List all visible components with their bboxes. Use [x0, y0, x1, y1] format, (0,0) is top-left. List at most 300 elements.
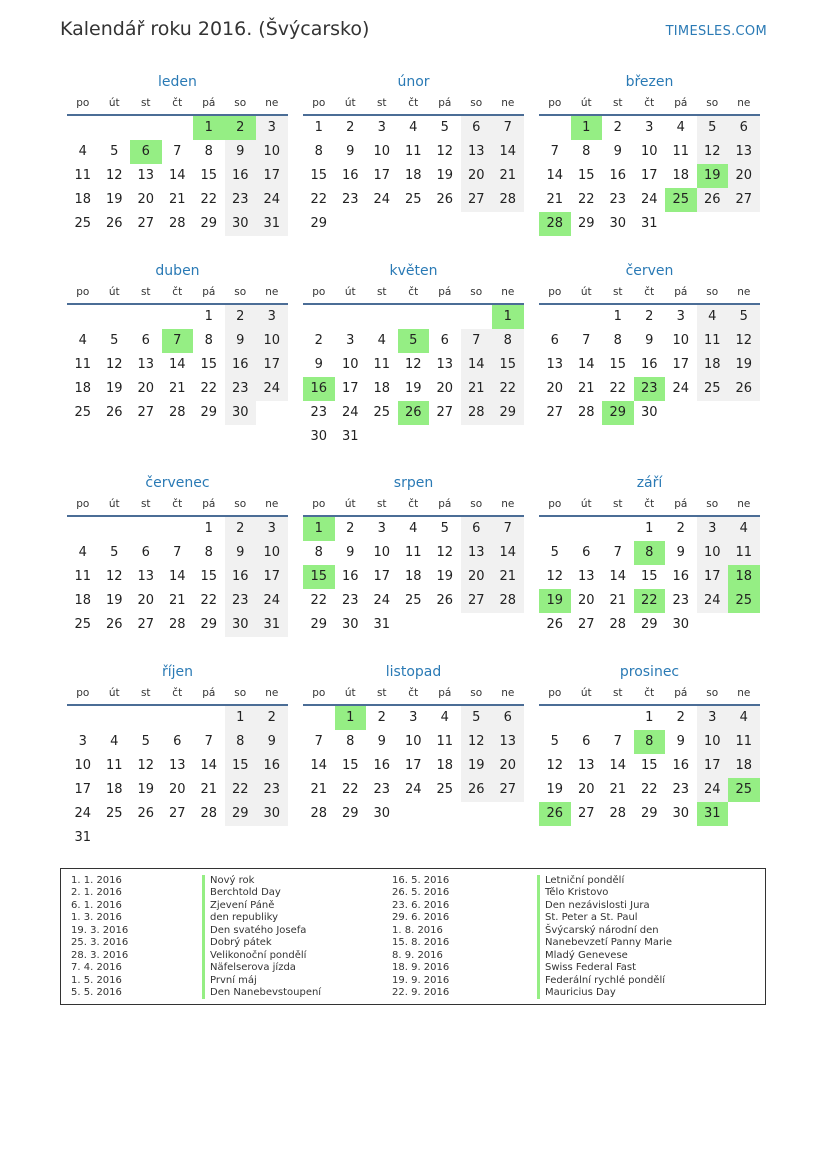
weekday-label: so — [706, 286, 719, 298]
day-cell: 12 — [436, 545, 454, 560]
holiday-day: 25 — [665, 188, 697, 212]
legend-holiday-name: Tělo Kristovo — [537, 887, 672, 899]
empty-day — [539, 305, 571, 329]
day-cell: 29 — [310, 216, 328, 231]
day-cell: 24 — [256, 188, 288, 212]
weekday-header — [67, 281, 288, 305]
weekday-label: so — [706, 498, 719, 510]
day-cell: 2 — [314, 333, 323, 348]
weekday-label: pá — [438, 286, 452, 298]
weekday-label: čt — [644, 687, 655, 699]
legend-holiday-name: Den nezávislosti Jura — [537, 900, 672, 912]
weekday-header — [539, 682, 760, 706]
day-cell: 19 — [436, 569, 454, 584]
day-cell: 28 — [492, 589, 524, 613]
weekday-label: so — [470, 687, 483, 699]
day-cell: 15 — [640, 569, 658, 584]
day-cell: 14 — [168, 357, 186, 372]
day-cell: 24 — [373, 192, 391, 207]
day-cell: 21 — [546, 192, 564, 207]
day-cell: 15 — [225, 754, 257, 778]
day-cell: 7 — [613, 545, 622, 560]
day-cell: 9 — [225, 541, 257, 565]
day-cell: 24 — [256, 377, 288, 401]
day-cell: 30 — [256, 802, 288, 826]
weekday-label: st — [140, 498, 151, 510]
day-cell: 14 — [461, 353, 493, 377]
day-cell: 10 — [672, 333, 690, 348]
weekday-label: ne — [265, 498, 279, 510]
day-cell: 12 — [728, 329, 760, 353]
holiday-day: 1 — [193, 116, 225, 140]
legend-right-dates — [392, 875, 449, 999]
day-cell: 20 — [137, 593, 155, 608]
legend-left-dates — [71, 875, 128, 999]
month-11 — [539, 662, 760, 826]
legend-holiday-name: Den Nanebevstoupení — [202, 987, 321, 999]
day-cell: 28 — [609, 617, 627, 632]
weekday-label: st — [612, 97, 623, 109]
holiday-day: 1 — [571, 116, 603, 140]
weekday-label: st — [376, 286, 387, 298]
day-cell: 7 — [173, 545, 182, 560]
day-cell: 5 — [697, 116, 729, 140]
day-cell: 21 — [310, 782, 328, 797]
day-cell: 24 — [672, 381, 690, 396]
day-cell: 27 — [461, 188, 493, 212]
day-cell: 24 — [373, 593, 391, 608]
day-cell: 2 — [377, 710, 386, 725]
day-cell: 18 — [373, 381, 391, 396]
day-cell: 15 — [200, 569, 218, 584]
day-cell: 3 — [697, 517, 729, 541]
legend-holiday-name: Zjevení Páně — [202, 900, 321, 912]
day-cell: 5 — [110, 545, 119, 560]
day-cell: 5 — [550, 734, 559, 749]
weekday-label: ne — [501, 97, 515, 109]
legend-date: 26. 5. 2016 — [392, 887, 450, 899]
month-name: říjen — [161, 664, 194, 680]
day-cell: 5 — [440, 120, 449, 135]
legend-holiday-name: Nanebevzetí Panny Marie — [537, 937, 672, 949]
day-cell: 29 — [310, 617, 328, 632]
day-cell: 29 — [200, 216, 218, 231]
day-cell: 25 — [404, 192, 422, 207]
day-cell: 6 — [440, 333, 449, 348]
legend-date: 15. 8. 2016 — [392, 937, 450, 949]
holiday-day: 25 — [728, 778, 760, 802]
weekday-label: čt — [172, 97, 183, 109]
day-cell: 4 — [728, 517, 760, 541]
day-cell: 8 — [314, 545, 323, 560]
empty-day — [539, 706, 571, 730]
day-cell: 17 — [373, 569, 391, 584]
day-cell: 4 — [409, 120, 418, 135]
days-grid — [303, 706, 524, 826]
weekday-label: po — [312, 97, 326, 109]
day-cell: 22 — [225, 778, 257, 802]
day-cell: 2 — [645, 309, 654, 324]
day-cell: 20 — [577, 593, 595, 608]
day-cell: 23 — [341, 593, 359, 608]
day-cell: 13 — [137, 569, 155, 584]
day-cell: 25 — [373, 405, 391, 420]
day-cell: 28 — [168, 216, 186, 231]
holiday-day: 19 — [697, 164, 729, 188]
day-cell: 2 — [225, 305, 257, 329]
legend-right-names — [537, 875, 672, 999]
day-cell: 14 — [492, 140, 524, 164]
legend-holiday-name: Den svatého Josefa — [202, 925, 321, 937]
day-cell: 26 — [137, 806, 155, 821]
day-cell: 24 — [404, 782, 422, 797]
day-cell: 23 — [373, 782, 391, 797]
legend-date: 19. 9. 2016 — [392, 974, 450, 986]
legend-date: 6. 1. 2016 — [71, 899, 122, 911]
day-cell: 5 — [550, 545, 559, 560]
legend-date: 1. 8. 2016 — [392, 924, 443, 936]
day-cell: 31 — [373, 617, 391, 632]
day-cell: 15 — [310, 168, 328, 183]
days-grid — [67, 116, 288, 236]
weekday-label: út — [108, 687, 120, 699]
day-cell: 28 — [310, 806, 328, 821]
day-cell: 11 — [373, 357, 391, 372]
day-cell: 5 — [728, 305, 760, 329]
day-cell: 30 — [225, 401, 257, 425]
day-cell: 6 — [141, 545, 150, 560]
legend-date: 23. 6. 2016 — [392, 899, 450, 911]
day-cell: 8 — [204, 545, 213, 560]
weekday-header — [539, 92, 760, 116]
empty-day — [130, 517, 162, 541]
day-cell: 8 — [204, 333, 213, 348]
day-cell: 21 — [492, 565, 524, 589]
day-cell: 25 — [74, 216, 92, 231]
day-cell: 1 — [645, 710, 654, 725]
day-cell: 7 — [613, 734, 622, 749]
empty-day — [602, 517, 634, 541]
day-cell: 13 — [461, 140, 493, 164]
holiday-day: 25 — [728, 589, 760, 613]
weekday-label: pá — [438, 498, 452, 510]
day-cell: 4 — [78, 545, 87, 560]
day-cell: 19 — [105, 381, 123, 396]
weekday-label: čt — [644, 97, 655, 109]
day-cell: 13 — [728, 140, 760, 164]
day-cell: 20 — [137, 381, 155, 396]
day-cell: 27 — [137, 216, 155, 231]
day-cell: 11 — [74, 569, 92, 584]
day-cell: 12 — [697, 140, 729, 164]
legend-date: 19. 3. 2016 — [71, 924, 129, 936]
day-cell: 19 — [105, 593, 123, 608]
day-cell: 9 — [346, 144, 355, 159]
day-cell: 29 — [577, 216, 595, 231]
day-cell: 28 — [168, 405, 186, 420]
weekday-label: út — [344, 286, 356, 298]
day-cell: 9 — [613, 144, 622, 159]
empty-day — [67, 305, 99, 329]
empty-day — [335, 305, 367, 329]
day-cell: 6 — [461, 116, 493, 140]
weekday-header — [539, 281, 760, 305]
day-cell: 6 — [173, 734, 182, 749]
holiday-day: 29 — [602, 401, 634, 425]
day-cell: 26 — [728, 377, 760, 401]
weekday-label: ne — [737, 97, 751, 109]
day-cell: 31 — [74, 830, 92, 845]
days-grid — [67, 517, 288, 637]
day-cell: 27 — [137, 617, 155, 632]
weekday-label: út — [580, 498, 592, 510]
day-cell: 23 — [609, 192, 627, 207]
day-cell: 9 — [645, 333, 654, 348]
day-cell: 17 — [697, 565, 729, 589]
day-cell: 13 — [168, 758, 186, 773]
weekday-header — [303, 682, 524, 706]
weekday-label: čt — [408, 687, 419, 699]
day-cell: 2 — [225, 517, 257, 541]
day-cell: 17 — [74, 782, 92, 797]
day-cell: 17 — [404, 758, 422, 773]
day-cell: 22 — [492, 377, 524, 401]
day-cell: 5 — [461, 706, 493, 730]
day-cell: 11 — [697, 329, 729, 353]
day-cell: 1 — [225, 706, 257, 730]
empty-day — [99, 517, 131, 541]
day-cell: 16 — [672, 758, 690, 773]
month-4 — [303, 261, 524, 449]
day-cell: 29 — [200, 405, 218, 420]
day-cell: 14 — [546, 168, 564, 183]
day-cell: 27 — [492, 778, 524, 802]
day-cell: 4 — [110, 734, 119, 749]
legend-holiday-name: Berchtold Day — [202, 887, 321, 899]
day-cell: 8 — [613, 333, 622, 348]
day-cell: 15 — [609, 357, 627, 372]
day-cell: 30 — [225, 212, 257, 236]
day-cell: 19 — [105, 192, 123, 207]
weekday-label: čt — [408, 97, 419, 109]
day-cell: 2 — [613, 120, 622, 135]
day-cell: 12 — [546, 569, 564, 584]
day-cell: 20 — [577, 782, 595, 797]
day-cell: 17 — [373, 168, 391, 183]
day-cell: 3 — [78, 734, 87, 749]
day-cell: 22 — [200, 381, 218, 396]
weekday-label: st — [612, 498, 623, 510]
day-cell: 15 — [492, 353, 524, 377]
day-cell: 30 — [640, 405, 658, 420]
day-cell: 23 — [225, 589, 257, 613]
empty-day — [130, 706, 162, 730]
day-cell: 27 — [461, 589, 493, 613]
day-cell: 6 — [141, 333, 150, 348]
day-cell: 30 — [225, 613, 257, 637]
empty-day — [99, 116, 131, 140]
day-cell: 12 — [461, 730, 493, 754]
day-cell: 26 — [697, 188, 729, 212]
day-cell: 18 — [404, 569, 422, 584]
weekday-label: ne — [265, 97, 279, 109]
day-cell: 19 — [436, 168, 454, 183]
day-cell: 2 — [676, 521, 685, 536]
weekday-label: pá — [674, 286, 688, 298]
weekday-label: ne — [737, 687, 751, 699]
day-cell: 29 — [640, 617, 658, 632]
holiday-day: 1 — [303, 517, 335, 541]
legend-date: 2. 1. 2016 — [71, 887, 122, 899]
month-name: leden — [158, 74, 197, 90]
day-cell: 10 — [697, 730, 729, 754]
day-cell: 5 — [110, 144, 119, 159]
weekday-label: st — [140, 286, 151, 298]
day-cell: 26 — [461, 778, 493, 802]
day-cell: 21 — [609, 782, 627, 797]
legend-holiday-name: Mauricius Day — [537, 987, 672, 999]
weekday-label: út — [344, 498, 356, 510]
weekday-label: pá — [674, 687, 688, 699]
legend-left-names — [202, 875, 321, 999]
day-cell: 19 — [546, 782, 564, 797]
day-cell: 23 — [256, 778, 288, 802]
day-cell: 27 — [577, 617, 595, 632]
day-cell: 6 — [492, 706, 524, 730]
day-cell: 31 — [341, 429, 359, 444]
days-grid — [303, 116, 524, 236]
empty-day — [162, 517, 194, 541]
day-cell: 25 — [697, 377, 729, 401]
weekday-label: so — [706, 97, 719, 109]
day-cell: 8 — [582, 144, 591, 159]
weekday-label: so — [706, 687, 719, 699]
day-cell: 27 — [137, 405, 155, 420]
day-cell: 6 — [582, 734, 591, 749]
empty-day — [130, 305, 162, 329]
day-cell: 4 — [440, 710, 449, 725]
day-cell: 24 — [74, 806, 92, 821]
weekday-label: po — [76, 97, 90, 109]
site-link[interactable]: TIMESLES.COM — [665, 24, 767, 39]
day-cell: 16 — [225, 565, 257, 589]
weekday-label: čt — [172, 498, 183, 510]
day-cell: 11 — [105, 758, 123, 773]
day-cell: 1 — [645, 521, 654, 536]
month-9 — [67, 662, 288, 850]
weekday-label: út — [108, 498, 120, 510]
day-cell: 12 — [137, 758, 155, 773]
day-cell: 10 — [373, 545, 391, 560]
day-cell: 6 — [582, 545, 591, 560]
day-cell: 23 — [672, 782, 690, 797]
day-cell: 11 — [728, 541, 760, 565]
empty-day — [67, 706, 99, 730]
day-cell: 21 — [168, 593, 186, 608]
month-name: duben — [155, 263, 200, 279]
weekday-label: ne — [501, 687, 515, 699]
day-cell: 24 — [341, 405, 359, 420]
month-3 — [67, 261, 288, 425]
weekday-label: po — [548, 286, 562, 298]
weekday-label: po — [76, 687, 90, 699]
day-cell: 11 — [436, 734, 454, 749]
month-7 — [303, 473, 524, 637]
empty-day — [398, 305, 430, 329]
day-cell: 28 — [461, 401, 493, 425]
day-cell: 16 — [609, 168, 627, 183]
day-cell: 5 — [110, 333, 119, 348]
weekday-label: pá — [202, 97, 216, 109]
day-cell: 8 — [314, 144, 323, 159]
day-cell: 23 — [341, 192, 359, 207]
day-cell: 25 — [404, 593, 422, 608]
day-cell: 27 — [168, 806, 186, 821]
month-name: září — [636, 475, 663, 491]
empty-day — [571, 706, 603, 730]
day-cell: 2 — [256, 706, 288, 730]
day-cell: 12 — [436, 144, 454, 159]
day-cell: 13 — [546, 357, 564, 372]
month-8 — [539, 473, 760, 637]
holiday-day: 22 — [634, 589, 666, 613]
day-cell: 1 — [613, 309, 622, 324]
day-cell: 10 — [404, 734, 422, 749]
day-cell: 4 — [409, 521, 418, 536]
month-0 — [67, 72, 288, 236]
day-cell: 14 — [168, 569, 186, 584]
day-cell: 5 — [141, 734, 150, 749]
day-cell: 25 — [74, 617, 92, 632]
day-cell: 17 — [672, 357, 690, 372]
day-cell: 20 — [461, 164, 493, 188]
weekday-header — [303, 493, 524, 517]
empty-day — [539, 116, 571, 140]
legend-date: 29. 6. 2016 — [392, 912, 450, 924]
day-cell: 29 — [200, 617, 218, 632]
day-cell: 13 — [577, 569, 595, 584]
day-cell: 16 — [225, 353, 257, 377]
month-name: únor — [397, 74, 430, 90]
legend-date: 28. 3. 2016 — [71, 949, 129, 961]
day-cell: 27 — [436, 405, 454, 420]
day-cell: 2 — [346, 521, 355, 536]
month-name: červen — [625, 263, 674, 279]
day-cell: 26 — [546, 617, 564, 632]
day-cell: 13 — [137, 168, 155, 183]
weekday-label: st — [612, 286, 623, 298]
day-cell: 20 — [137, 192, 155, 207]
weekday-label: pá — [202, 687, 216, 699]
weekday-label: ne — [737, 498, 751, 510]
day-cell: 4 — [676, 120, 685, 135]
day-cell: 17 — [256, 353, 288, 377]
day-cell: 27 — [577, 806, 595, 821]
day-cell: 11 — [74, 168, 92, 183]
day-cell: 18 — [436, 758, 454, 773]
day-cell: 7 — [492, 116, 524, 140]
month-1 — [303, 72, 524, 236]
weekday-label: po — [312, 286, 326, 298]
weekday-label: út — [344, 687, 356, 699]
day-cell: 30 — [609, 216, 627, 231]
legend-holiday-name: První máj — [202, 975, 321, 987]
day-cell: 4 — [78, 333, 87, 348]
day-cell: 3 — [256, 305, 288, 329]
legend-date: 7. 4. 2016 — [71, 962, 122, 974]
empty-day — [571, 517, 603, 541]
day-cell: 24 — [256, 589, 288, 613]
